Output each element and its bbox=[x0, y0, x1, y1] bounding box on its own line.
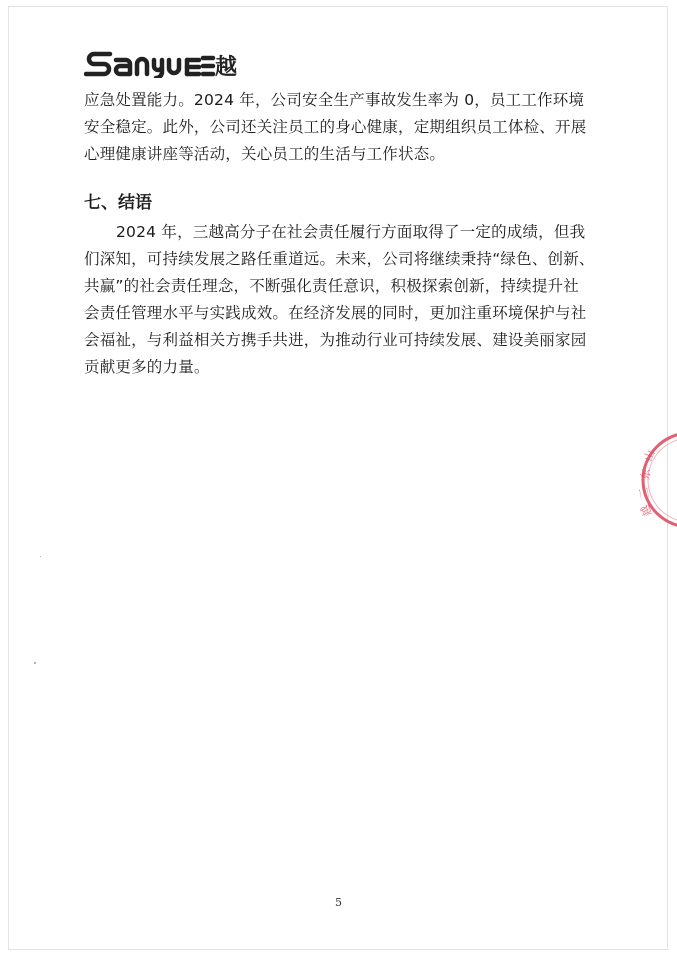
scan-speck bbox=[34, 662, 36, 664]
company-seal bbox=[630, 428, 677, 532]
svg-text:越: 越 bbox=[215, 55, 238, 78]
svg-text:山: 山 bbox=[641, 448, 658, 464]
svg-text:越: 越 bbox=[638, 502, 655, 519]
body-line: 贡献更多的力量。 bbox=[84, 358, 210, 376]
body-line: 安全稳定。此外，公司还关注员工的身心健康，定期组织员工体检、开展 bbox=[84, 118, 587, 136]
body-line: 会责任管理水平与实践成效。在经济发展的同时，更加注重环境保护与社 bbox=[84, 304, 587, 322]
body-line: 心理健康讲座等活动，关心员工的生活与工作状态。 bbox=[84, 145, 446, 163]
body-line: 2024 年，三越高分子在社会责任履行方面取得了一定的成绩，但我 bbox=[116, 223, 586, 241]
section-heading: 七、结语 bbox=[84, 193, 152, 213]
scan-speck bbox=[40, 556, 41, 557]
sanyue-logo bbox=[84, 44, 244, 78]
body-line: 们深知，可持续发展之路任重道远。未来，公司将继续秉持“绿色、创新、 bbox=[84, 250, 595, 268]
body-line: 应急处置能力。2024 年，公司安全生产事故发生率为 0，员工工作环境 bbox=[84, 91, 585, 109]
body-line: 会福祉，与利益相关方携手共进，为推动行业可持续发展、建设美丽家园 bbox=[84, 331, 587, 349]
page-number: 5 bbox=[335, 896, 342, 909]
body-line: 共赢”的社会责任理念，不断强化责任意识，积极探索创新，持续提升社 bbox=[84, 277, 579, 295]
svg-text:三: 三 bbox=[637, 486, 652, 500]
svg-text:东: 东 bbox=[639, 468, 653, 481]
